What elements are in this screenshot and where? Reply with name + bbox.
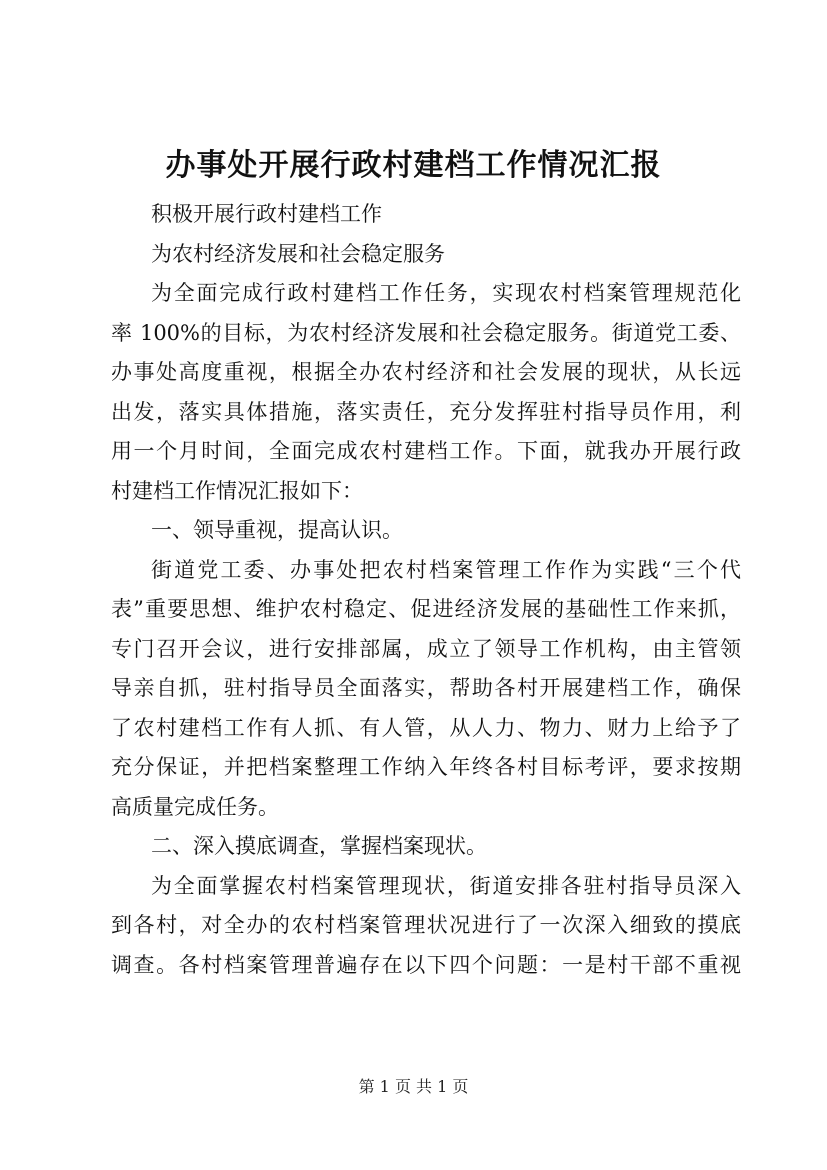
body-line: 村建档工作情况汇报如下： — [111, 478, 363, 503]
body-line: 率 100%的目标，为农村经济发展和社会稳定服务。街道党工委、 — [111, 320, 741, 345]
body-line: 一、领导重视，提高认识。 — [151, 518, 403, 542]
body-line: 到各村，对全办的农村档案管理状况进行了一次深入细致的摸底 — [111, 913, 741, 937]
body-line: 为全面掌握农村档案管理现状，街道安排各驻村指导员深入 — [151, 873, 741, 898]
body-line: 高质量完成任务。 — [111, 794, 279, 819]
body-line: 用一个月时间，全面完成农村建档工作。下面，就我办开展行政 — [111, 439, 741, 463]
body-line: 二、深入摸底调查，掌握档案现状。 — [151, 834, 487, 858]
page-footer: 第 1 页 共 1 页 — [358, 1077, 469, 1096]
body-line: 出发，落实具体措施，落实责任，充分发挥驻村指导员作用，利 — [111, 399, 741, 424]
body-line: 专门召开会议，进行安排部属，成立了领导工作机构，由主管领 — [111, 636, 741, 661]
document-title: 办事处开展行政村建档工作情况汇报 — [165, 148, 662, 183]
body-line: 为全面完成行政村建档工作任务，实现农村档案管理规范化 — [151, 281, 741, 305]
body-line: 表”重要思想、维护农村稳定、促进经济发展的基础性工作来抓， — [111, 597, 741, 621]
body-line: 办事处高度重视，根据全办农村经济和社会发展的现状，从长远 — [111, 360, 741, 384]
body-line: 了农村建档工作有人抓、有人管，从人力、物力、财力上给予了 — [111, 715, 741, 740]
body-line: 导亲自抓，驻村指导员全面落实，帮助各村开展建档工作，确保 — [111, 676, 741, 700]
body-line: 充分保证，并把档案整理工作纳入年终各村目标考评，要求按期 — [111, 755, 741, 779]
body-line: 调查。各村档案管理普遍存在以下四个问题：一是村干部不重视 — [111, 952, 741, 977]
body-line: 街道党工委、办事处把农村档案管理工作作为实践“三个代 — [151, 557, 741, 582]
body-line: 积极开展行政村建档工作 — [151, 202, 382, 226]
body-line: 为农村经济发展和社会稳定服务 — [151, 241, 445, 266]
document-body — [111, 195, 741, 985]
